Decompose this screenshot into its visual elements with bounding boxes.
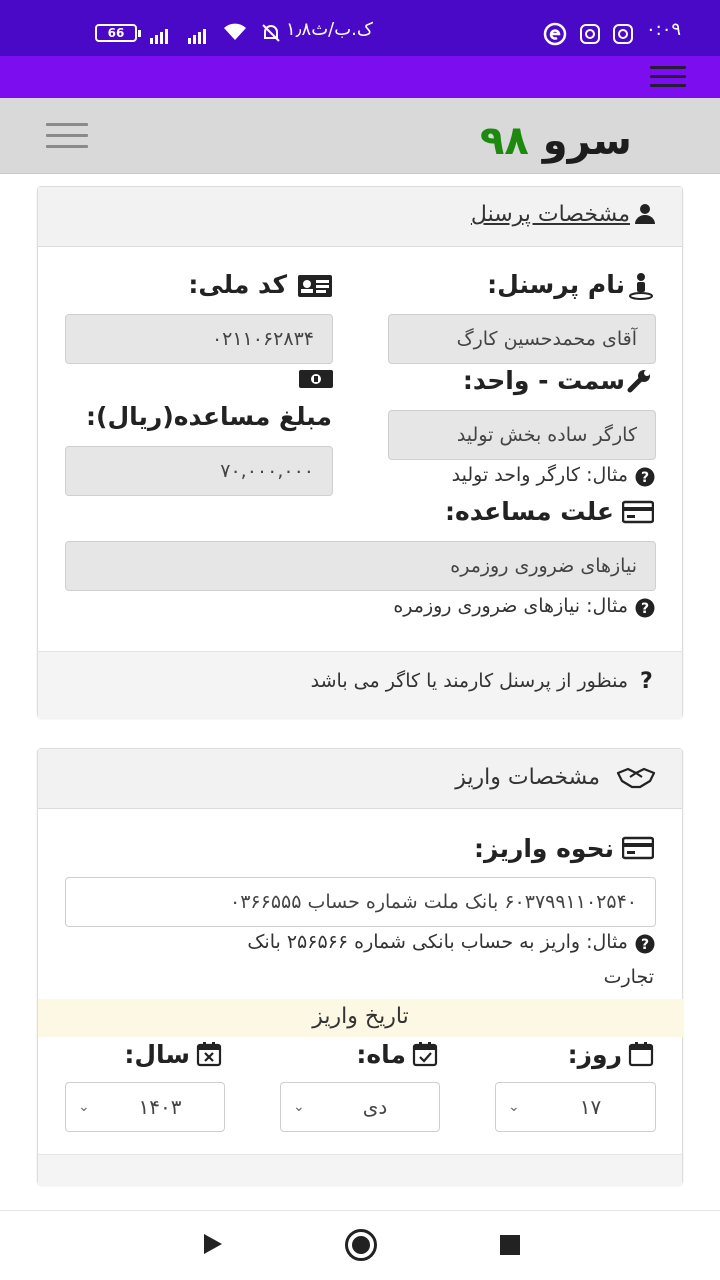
- month-label: ماه:: [356, 1040, 406, 1069]
- app-e-icon: [543, 22, 567, 46]
- menu-icon[interactable]: [650, 66, 686, 88]
- reason-field[interactable]: نیازهای ضروری روزمره: [65, 541, 656, 591]
- position-field[interactable]: کارگر ساده بخش تولید: [388, 410, 656, 460]
- calendar-check-icon: [412, 1041, 438, 1067]
- day-select-value: ۱۷: [579, 1095, 602, 1119]
- home-icon[interactable]: [345, 1229, 377, 1261]
- user-icon: [634, 203, 656, 225]
- deposit-card-title: مشخصات واریز: [455, 765, 600, 790]
- deposit-method-field[interactable]: ۶۰۳۷۹۹۱۱۰۲۵۴۰ بانک ملت شماره حساب ۰۳۶۶۵۵۵: [65, 877, 656, 927]
- year-label: سال:: [124, 1040, 190, 1069]
- logo-number: ۹۸: [480, 118, 529, 164]
- instagram-icon: [579, 23, 601, 45]
- signal-icon: [188, 25, 208, 44]
- menu-icon[interactable]: [46, 123, 88, 149]
- back-icon[interactable]: [204, 1234, 222, 1254]
- chevron-down-icon: ⌄: [293, 1099, 305, 1115]
- amount-field[interactable]: ۷۰,۰۰۰,۰۰۰: [65, 446, 333, 496]
- money-icon: [298, 369, 334, 389]
- personnel-card-title: مشخصات پرسنل: [470, 202, 630, 227]
- deposit-date-banner: تاریخ واریز: [38, 999, 683, 1037]
- card-footer: [38, 1154, 682, 1185]
- person-pin-icon: [628, 272, 654, 300]
- clock: ۰:۰۹: [646, 19, 682, 40]
- amount-label: مبلغ مساعده(ریال):: [86, 402, 332, 431]
- question-circle-icon: [635, 598, 655, 618]
- month-select[interactable]: [280, 1082, 440, 1132]
- instagram-icon: [612, 23, 634, 45]
- national-id-label: کد ملی:: [188, 270, 287, 299]
- reason-label: علت مساعده:: [444, 497, 614, 526]
- chevron-down-icon: ⌄: [508, 1099, 520, 1115]
- calendar-x-icon: [196, 1041, 222, 1067]
- svg-text:?: ?: [640, 470, 650, 486]
- position-label: سمت - واحد:: [462, 366, 625, 395]
- name-label: نام پرسنل:: [487, 270, 625, 299]
- top-nav-bar: [0, 56, 720, 98]
- bell-muted-icon: [260, 22, 282, 44]
- deposit-method-label: نحوه واریز:: [474, 834, 614, 863]
- status-bar: [0, 0, 720, 56]
- question-icon: ?: [640, 669, 653, 694]
- handshake-icon: [616, 765, 656, 789]
- network-speed: ۱٫۸ک.ب/ث: [286, 19, 373, 40]
- reason-hint: مثال: نیازهای ضروری روزمره: [393, 595, 628, 617]
- wrench-icon: [626, 368, 652, 394]
- calendar-icon: [628, 1041, 654, 1067]
- deposit-hint-continued: تجارت: [603, 966, 654, 988]
- year-select[interactable]: [65, 1082, 225, 1132]
- chevron-down-icon: ⌄: [78, 1099, 90, 1115]
- credit-card-icon: [622, 836, 654, 860]
- question-circle-icon: [635, 934, 655, 954]
- month-select-value: دی: [362, 1095, 388, 1119]
- signal-icon: [150, 25, 170, 44]
- battery-icon: 66: [95, 24, 137, 42]
- question-circle-icon: [635, 467, 655, 487]
- year-select-value: ۱۴۰۳: [138, 1095, 182, 1119]
- day-label: روز:: [567, 1040, 622, 1069]
- id-card-icon: [297, 274, 333, 298]
- logo-word: سرو: [542, 118, 632, 164]
- credit-card-icon: [622, 500, 654, 524]
- site-logo[interactable]: [480, 118, 632, 164]
- recents-icon[interactable]: [500, 1235, 520, 1255]
- wifi-icon: [222, 22, 248, 42]
- day-select[interactable]: [495, 1082, 656, 1132]
- position-hint: مثال: کارگر واحد تولید: [451, 464, 628, 486]
- personnel-footer-note: منظور از پرسنل کارمند یا کاگر می باشد: [310, 670, 628, 692]
- name-field[interactable]: آقای محمدحسین کارگ: [388, 314, 656, 364]
- national-id-field[interactable]: ۰۲۱۱۰۶۲۸۳۴: [65, 314, 333, 364]
- svg-text:?: ?: [640, 601, 650, 617]
- deposit-hint: مثال: واریز به حساب بانکی شماره ۲۵۶۵۶۶ بانک: [247, 931, 628, 953]
- svg-text:?: ?: [640, 937, 650, 953]
